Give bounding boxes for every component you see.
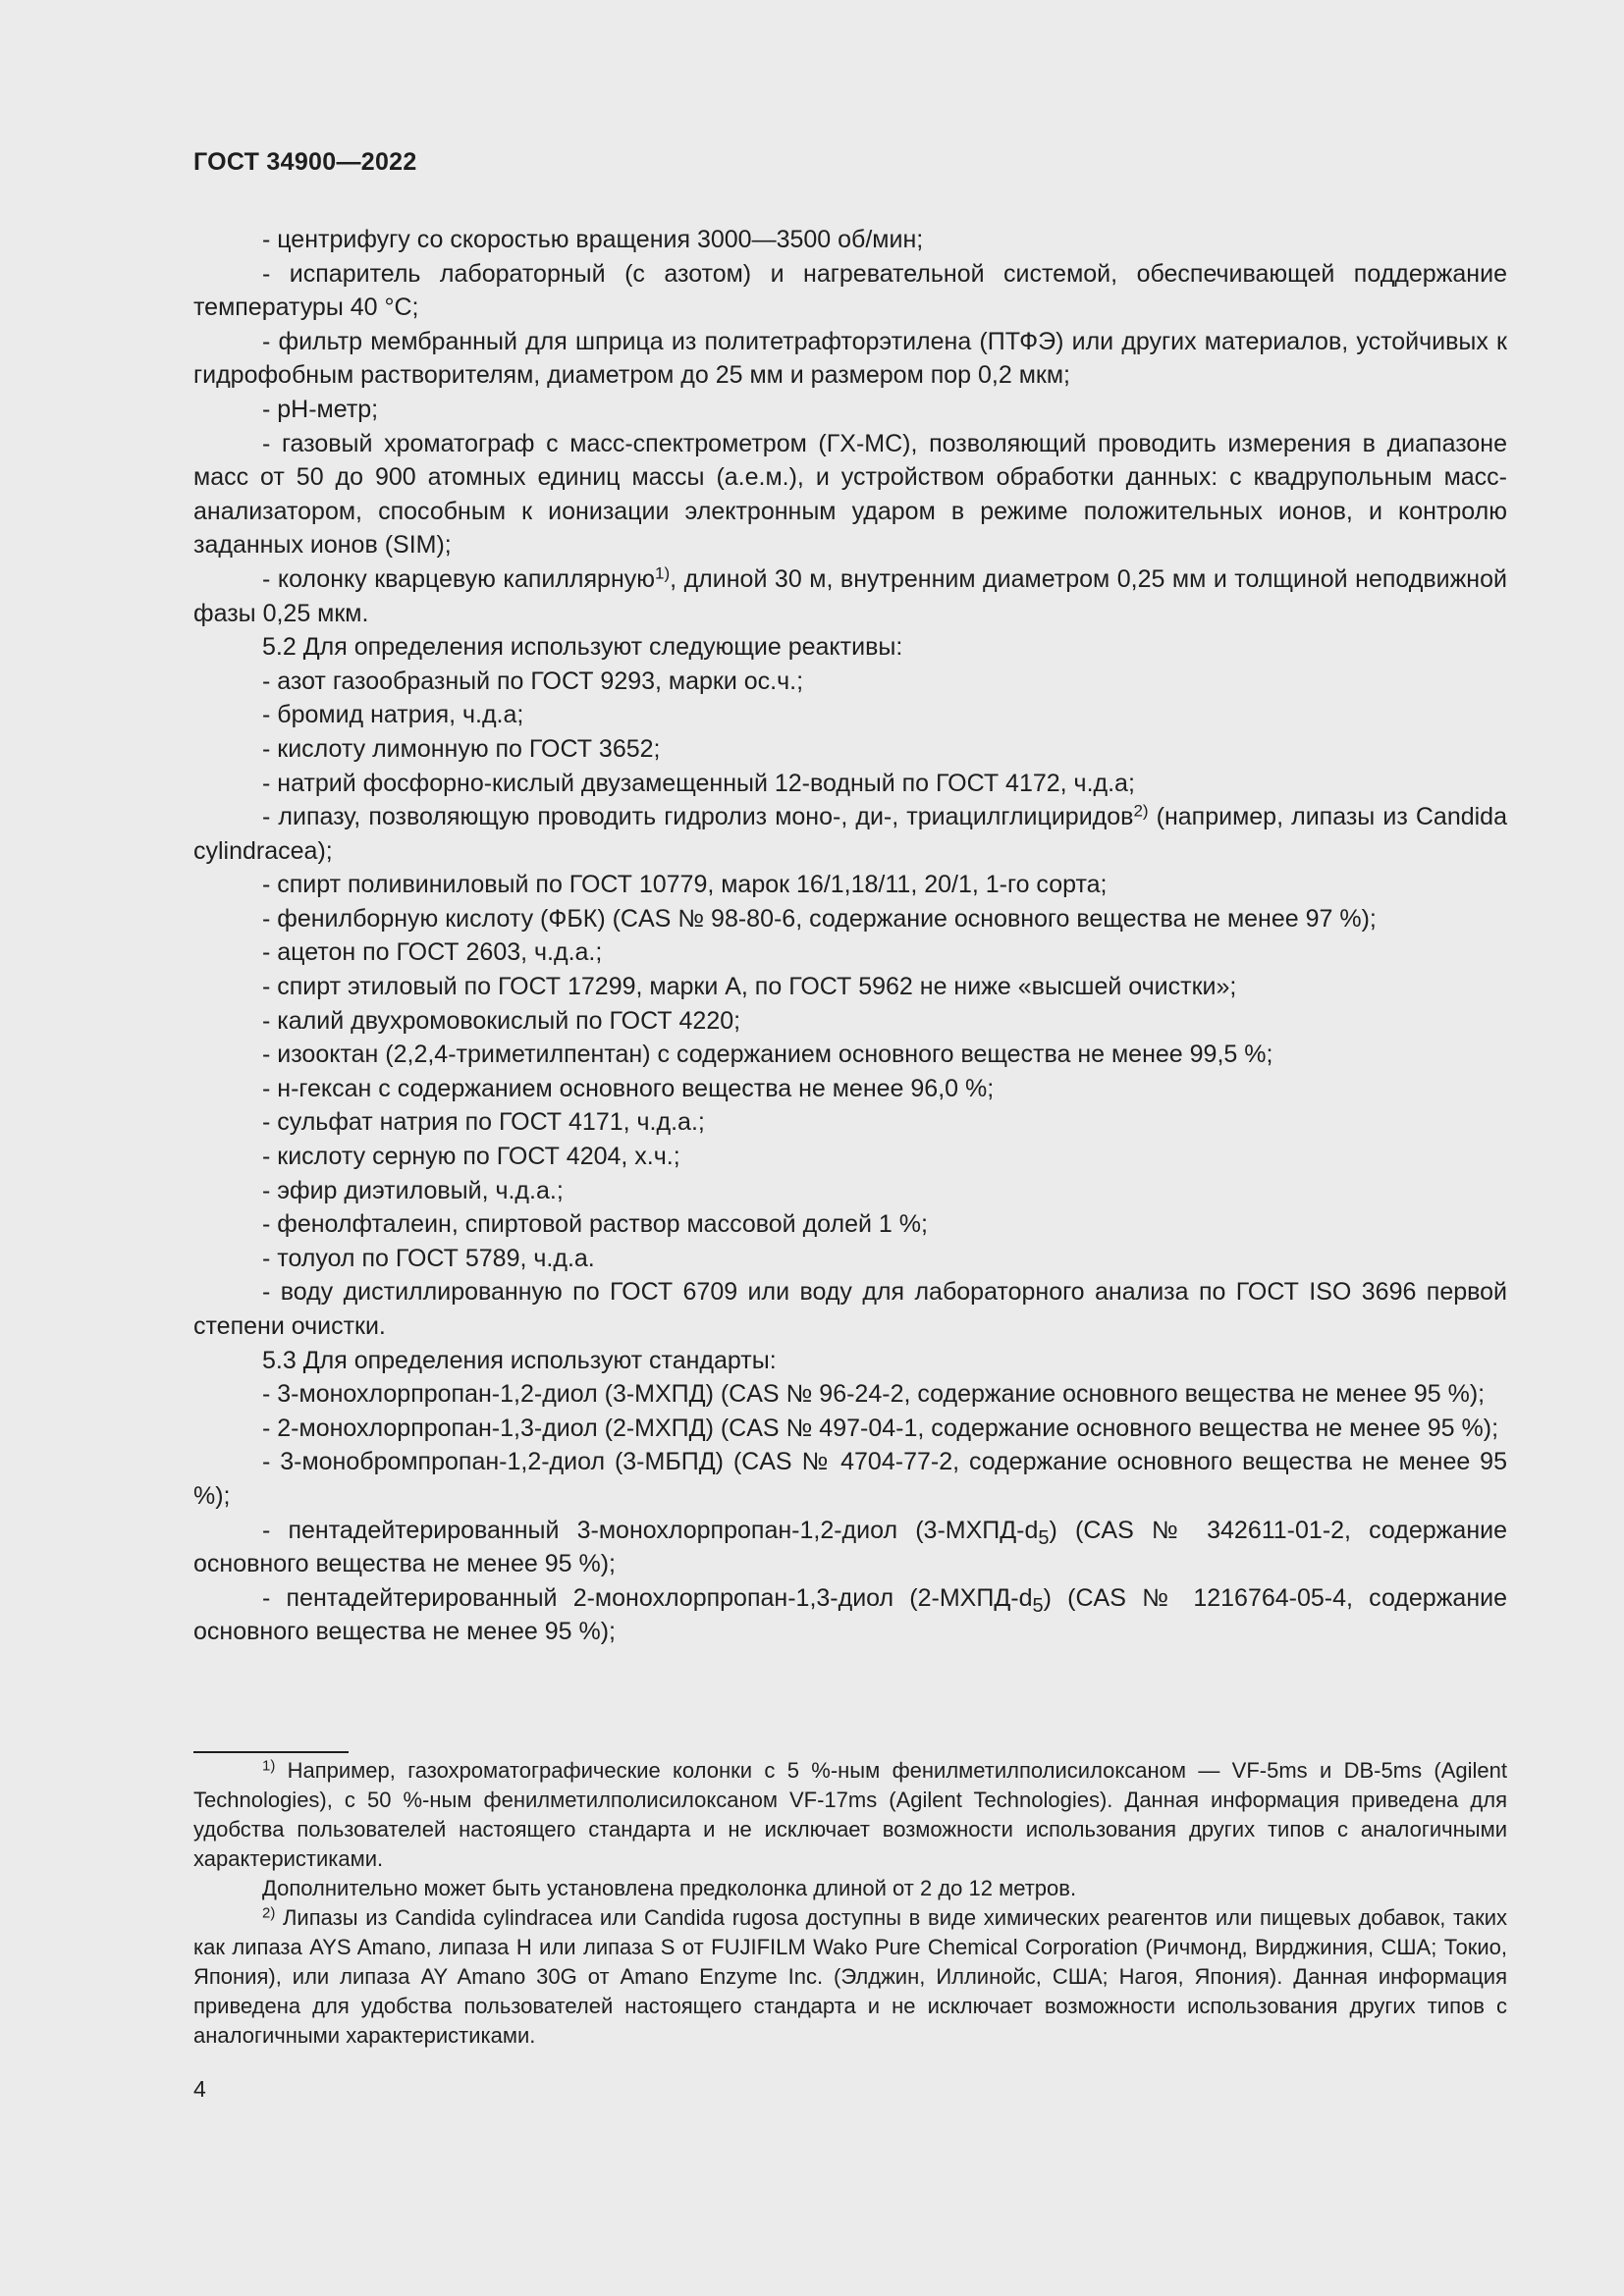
footnote-marker: 2) xyxy=(262,1904,276,1922)
list-item: - натрий фосфорно-кислый двузамещенный 12-водный по ГОСТ 4172, ч.д.а; xyxy=(262,769,1135,797)
list-item: - спирт поливиниловый по ГОСТ 10779, марок 16/1,18/11, 20/1, 1-го сорта; xyxy=(262,871,1108,899)
footnote-ref-1: 1) xyxy=(655,563,671,583)
item-text: , длиной 30 м, внутренним диаметром 0,25 мм и толщиной неподвижной фазы 0,25 мкм. xyxy=(193,564,1507,627)
list-item: - фильтр мембранный для шприца из политетрафторэтилена (ПТФЭ) или других материалов, устойчивых к гидрофобным растворителям, диаметром до 25 мм и размером пор 0,2 мкм; xyxy=(193,327,1507,390)
list-item: - кислоту лимонную по ГОСТ 3652; xyxy=(262,734,661,763)
footnote-text: Например, газохроматографические колонки с 5 %-ным фенилметилполисилоксаном — VF-5ms и DB-5ms (Agilent Technologies), с 50 %-ным фенилметилполисилоксаном VF-17ms (Agilent Technologies). Данная информация приведена для удобства пользователей настоящего стандарта и не исключает возможности использования других типов с аналогичными характеристиками. xyxy=(193,1758,1507,1871)
list-item: - pH-метр; xyxy=(262,395,379,423)
list-item: - 2-монохлорпропан-1,3-диол (2-МХПД) (CAS № 497-04-1, содержание основного вещества не менее 95 %); xyxy=(262,1414,1499,1442)
list-item: - испаритель лабораторный (с азотом) и нагревательной системой, обеспечивающей поддержание температуры 40 °С; xyxy=(193,259,1507,322)
list-item: - центрифугу со скоростью вращения 3000—3500 об/мин; xyxy=(262,226,924,253)
document-header: ГОСТ 34900—2022 xyxy=(193,148,417,176)
list-item: - воду дистиллированную по ГОСТ 6709 или воду для лабораторного анализа по ГОСТ ISO 3696 первой степени очистки. xyxy=(193,1278,1507,1340)
footnote-2 xyxy=(193,1903,1507,2051)
list-item: - фенолфталеин, спиртовой раствор массовой долей 1 %; xyxy=(262,1210,928,1239)
list-item xyxy=(193,562,1507,630)
list-item: - ацетон по ГОСТ 2603, ч.д.а.; xyxy=(262,938,603,967)
document-body xyxy=(193,223,1507,1649)
item-text: ) (CAS № 1216764-05-4, содержание основного вещества не менее 95 %); xyxy=(193,1583,1507,1646)
list-item: - бромид натрия, ч.д.а; xyxy=(262,701,524,729)
subscript: 5 xyxy=(1038,1526,1050,1549)
page-number: 4 xyxy=(193,2076,206,2102)
footnote-text: Липазы из Candida cylindracea или Candida rugosa доступны в виде химических реагентов или пищевых добавок, таких как липаза AYS Amano, липаза H или липаза S от FUJIFILM Wako Pure Chemical Corporation (Ричмонд, Вирджиния, США; Токио, Япония), или липаза AY Amano 30G от Amano Enzyme Inc. (Элджин, Иллинойс, США; Нагоя, Япония). Данная информация приведена для удобства пользователей настоящего стандарта и не исключает возможности использования других типов с аналогичными характеристиками. xyxy=(193,1905,1507,2048)
list-item: - 3-монобромпропан-1,2-диол (3-МБПД) (CAS № 4704-77-2, содержание основного вещества не менее 95 %); xyxy=(193,1448,1507,1510)
item-text: - пентадейтерированный 3-монохлорпропан-1,2-диол (3-МХПД-d xyxy=(262,1516,1039,1544)
item-text: (например, липазы из Candida cylindracea); xyxy=(193,803,1507,865)
list-item: - калий двухромовокислый по ГОСТ 4220; xyxy=(262,1006,741,1035)
footnote-ref-2: 2) xyxy=(1133,801,1149,821)
list-item xyxy=(193,800,1507,868)
list-item: - 3-монохлорпропан-1,2-диол (3-МХПД) (CAS № 96-24-2, содержание основного вещества не менее 95 %); xyxy=(262,1380,1486,1409)
list-item: - фенилборную кислоту (ФБК) (CAS № 98-80-6, содержание основного вещества не менее 97 %); xyxy=(262,904,1377,933)
section-heading-5-3: 5.3 Для определения используют стандарты: xyxy=(262,1346,777,1374)
list-item: - изооктан (2,2,4-триметилпентан) с содержанием основного вещества не менее 99,5 %; xyxy=(262,1041,1273,1069)
list-item: - азот газообразный по ГОСТ 9293, марки ос.ч.; xyxy=(262,667,804,695)
footnote-1-extra xyxy=(193,1874,1507,1903)
footnote-marker: 1) xyxy=(262,1757,276,1775)
item-text: ) (CAS № 342611-01-2, содержание основного вещества не менее 95 %); xyxy=(193,1516,1507,1578)
footnotes xyxy=(193,1756,1507,2051)
footnote-1 xyxy=(193,1756,1507,1874)
list-item: - толуол по ГОСТ 5789, ч.д.а. xyxy=(262,1244,595,1272)
list-item: - сульфат натрия по ГОСТ 4171, ч.д.а.; xyxy=(262,1108,705,1137)
list-item xyxy=(193,1514,1507,1581)
item-text: - пентадейтерированный 2-монохлорпропан-1,3-диол (2-МХПД-d xyxy=(262,1583,1033,1612)
item-text: - колонку кварцевую капиллярную xyxy=(262,564,655,593)
list-item: - эфир диэтиловый, ч.д.а.; xyxy=(262,1176,564,1204)
section-heading-5-2: 5.2 Для определения используют следующие реактивы: xyxy=(262,633,903,662)
list-item: - н-гексан с содержанием основного вещества не менее 96,0 %; xyxy=(262,1074,995,1102)
footnote-divider xyxy=(193,1751,349,1753)
subscript: 5 xyxy=(1032,1594,1044,1617)
list-item: - спирт этиловый по ГОСТ 17299, марки А, по ГОСТ 5962 не ниже «высшей очистки»; xyxy=(262,973,1237,1001)
footnote-text: Дополнительно может быть установлена предколонка длиной от 2 до 12 метров. xyxy=(262,1876,1077,1900)
item-text: - липазу, позволяющую проводить гидролиз моно-, ди-, триацилглициридов xyxy=(262,803,1134,831)
list-item: - кислоту серную по ГОСТ 4204, х.ч.; xyxy=(262,1143,680,1171)
list-item: - газовый хроматограф с масс-спектрометром (ГХ-МС), позволяющий проводить измерения в диапазоне масс от 50 до 900 атомных единиц массы (а.е.м.), и устройством обработки данных: с квадрупольным масс-анализатором, способным к ионизации электронным ударом в режиме положительных ионов, и контролю заданных ионов (SIM); xyxy=(193,429,1507,560)
list-item xyxy=(193,1581,1507,1649)
